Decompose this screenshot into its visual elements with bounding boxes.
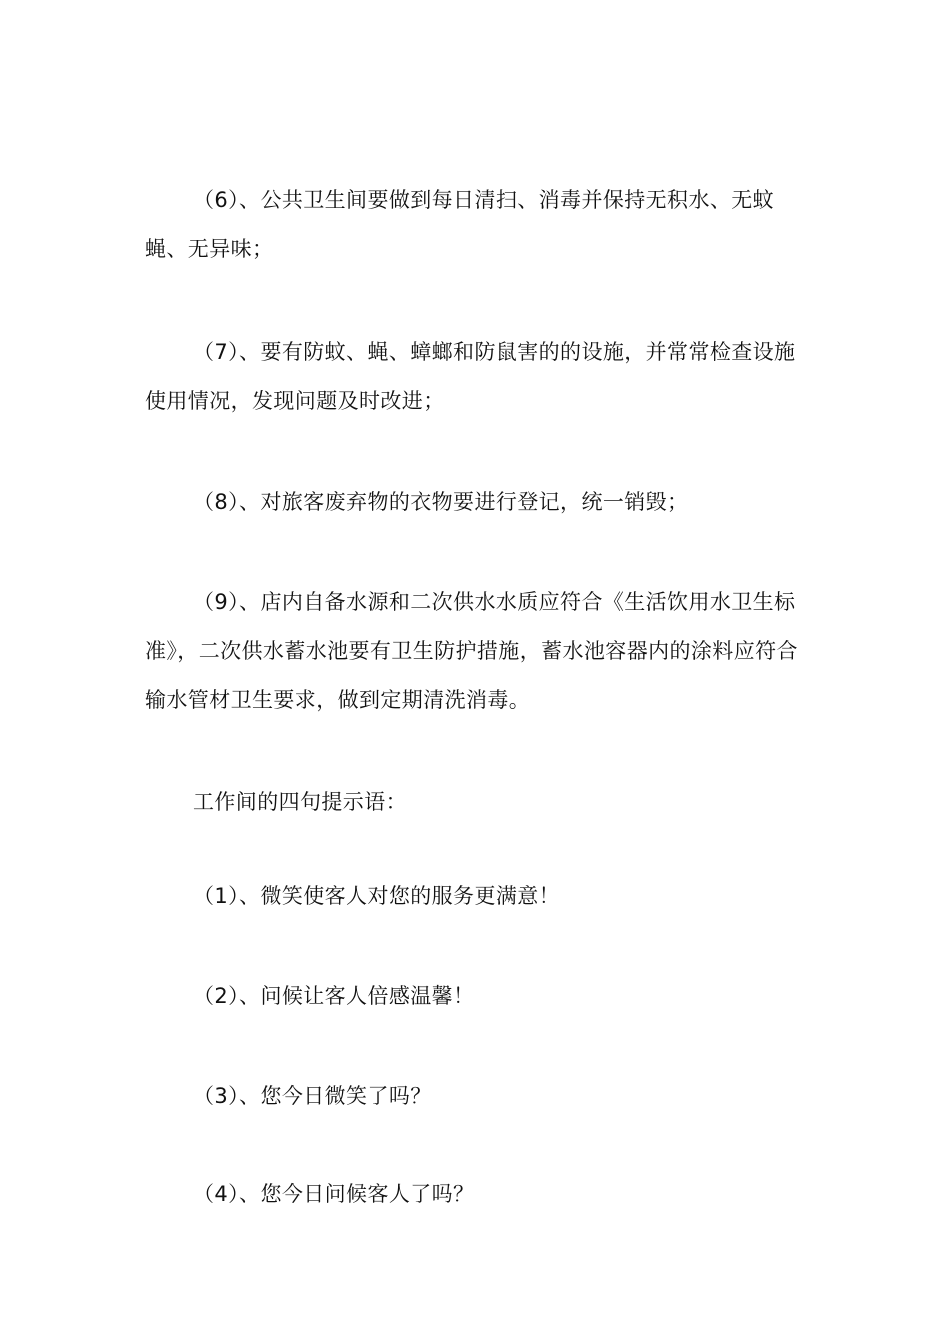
- paragraph-item-8: （8）、对旅客废弃物的衣物要进行登记，统一销毁；: [193, 490, 689, 514]
- paragraph-item-6: （6）、公共卫生间要做到每日清扫、消毒并保持无积水、无蚊蝇、无异味；: [145, 188, 775, 261]
- prompt-item-4: （4）、您今日问候客人了吗？: [193, 1182, 475, 1206]
- paragraph-item-9: （9）、店内自备水源和二次供水水质应符合《生活饮用水卫生标准》，二次供水蓄水池要有卫生防护措施，蓄水池容器内的涂料应符合输水管材卫生要求，做到定期清洗消毒。: [145, 590, 798, 712]
- prompt-item-3: （3）、您今日微笑了吗？: [193, 1084, 432, 1108]
- section-heading: 工作间的四句提示语：: [193, 790, 407, 814]
- prompt-item-1: （1）、微笑使客人对您的服务更满意！: [193, 884, 561, 908]
- paragraph-item-7: （7）、要有防蚊、蝇、蟑螂和防鼠害的的设施，并常常检查设施使用情况，发现问题及时改进；: [145, 340, 796, 413]
- prompt-item-2: （2）、问候让客人倍感温馨！: [193, 984, 475, 1008]
